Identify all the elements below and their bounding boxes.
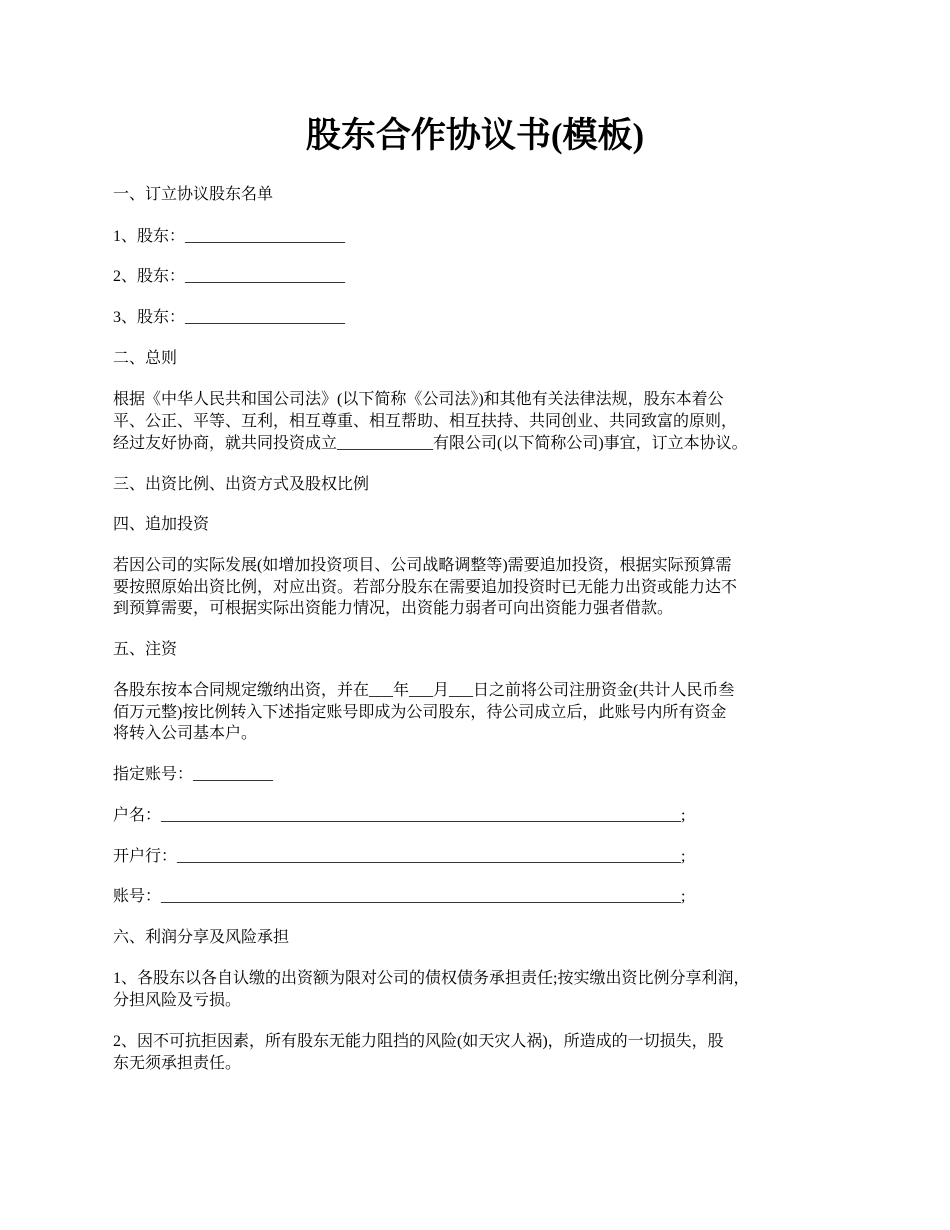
- paragraph-investment-line-1: 若因公司的实际发展(如增加投资项目、公司战略调整等)需要追加投资，根据实际预算需: [113, 557, 732, 574]
- section-heading-3: 三、出资比例、出资方式及股权比例: [113, 476, 370, 493]
- clause-1-line-2: 分担风险及亏损。: [113, 992, 242, 1009]
- paragraph-investment-line-2: 要按照原始出资比例，对应出资。若部分股东在需要追加投资时已无能力出资或能力达不: [113, 579, 738, 596]
- shareholder-line-3: 3、股东：____________________: [113, 309, 346, 326]
- paragraph-capital-line-3: 将转入公司基本户。: [113, 725, 258, 742]
- paragraph-capital-line-2: 佰万元整)按比例转入下述指定账号即成为公司股东，待公司成立后，此账号内所有资金: [113, 704, 727, 721]
- shareholder-line-2: 2、股东：____________________: [113, 268, 346, 285]
- section-heading-6: 六、利润分享及风险承担: [113, 929, 290, 946]
- paragraph-investment-line-3: 到预算需要，可根据实际出资能力情况，出资能力弱者可向出资能力强者借款。: [113, 600, 674, 617]
- clause-2-line-1: 2、因不可抗拒因素，所有股东无能力阻挡的风险(如天灾人祸)，所造成的一切损失，股: [113, 1033, 724, 1050]
- clause-2-line-2: 东无须承担责任。: [113, 1055, 242, 1072]
- section-heading-4: 四、追加投资: [113, 516, 210, 533]
- shareholder-line-1: 1、股东：____________________: [113, 228, 346, 245]
- paragraph-general-line-3: 经过友好协商，就共同投资成立____________有限公司(以下简称公司)事宜，订立本协议。: [113, 435, 748, 452]
- designated-account-line: 指定账号：__________: [113, 766, 274, 783]
- section-heading-1: 一、订立协议股东名单: [113, 186, 274, 203]
- bank-branch-line: 开户行：_______________________________________________________________;: [113, 848, 686, 865]
- clause-1-line-1: 1、各股东以各自认缴的出资额为限对公司的债权债务承担责任;按实缴出资比例分享利润，: [113, 970, 750, 987]
- paragraph-general-line-2: 平、公正、平等、互利，相互尊重、相互帮助、相互扶持、共同创业、共同致富的原则，: [113, 413, 738, 430]
- paragraph-general-line-1: 根据《中华人民共和国公司法》(以下简称《公司法》)和其他有关法律法规，股东本着公: [113, 391, 724, 408]
- section-heading-5: 五、注资: [113, 641, 178, 658]
- document-title: 股东合作协议书(模板): [305, 116, 645, 155]
- paragraph-capital-line-1: 各股东按本合同规定缴纳出资，并在___年___月___日之前将公司注册资金(共计人民币叁: [113, 682, 735, 699]
- account-name-line: 户名：_________________________________________________________________;: [113, 807, 686, 824]
- section-heading-2: 二、总则: [113, 350, 178, 367]
- account-number-line: 账号：_________________________________________________________________;: [113, 888, 686, 905]
